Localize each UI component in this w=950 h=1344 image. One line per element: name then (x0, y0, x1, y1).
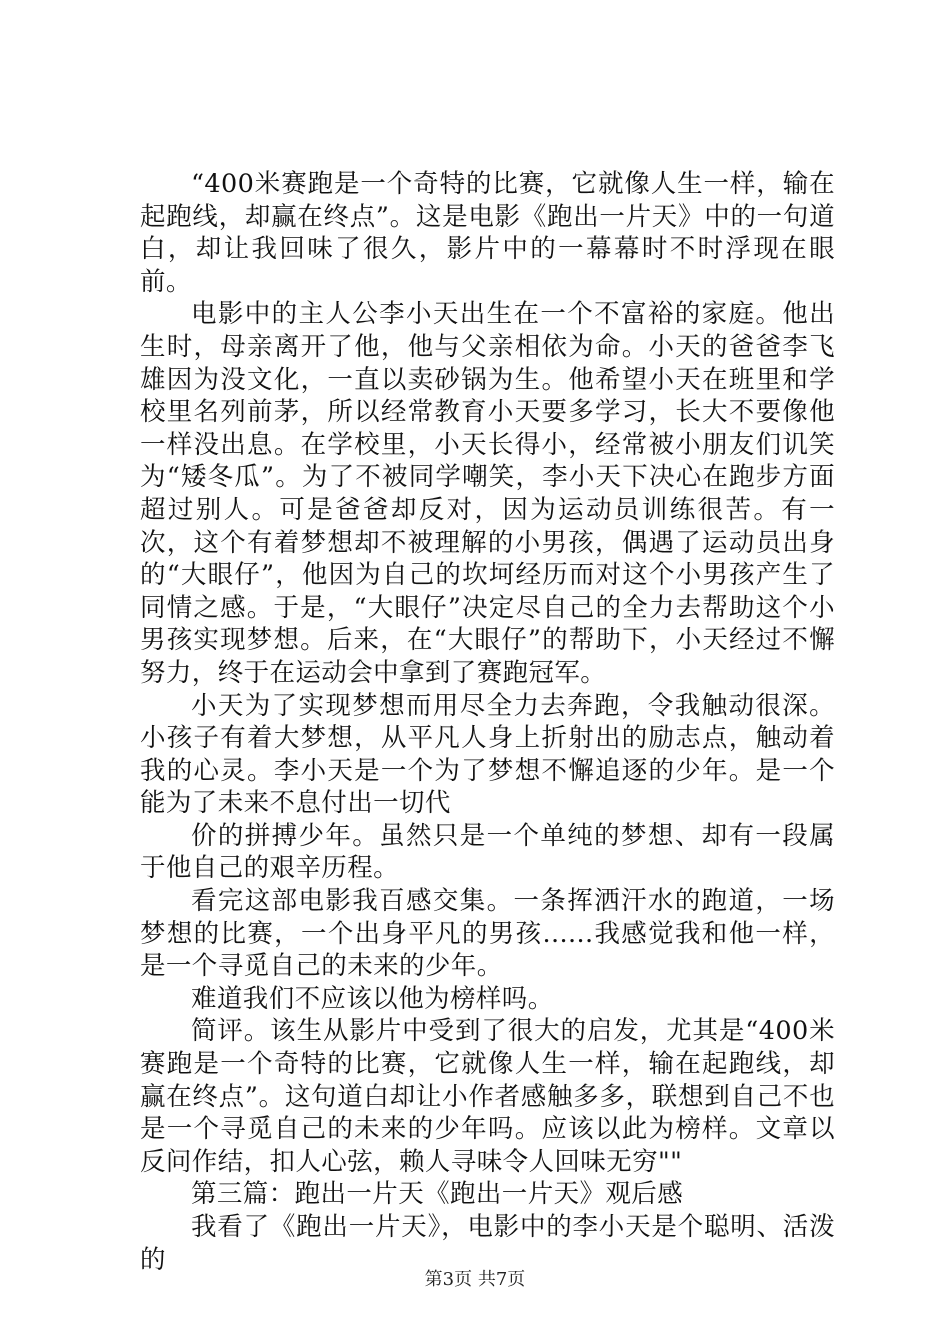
paragraph-feelings: 看完这部电影我百感交集。一条挥洒汗水的跑道，一场梦想的比赛，一个出身平凡的男孩......我感觉我和他一样，是一个寻觅自己的未来的少年。 (140, 886, 835, 982)
paragraph-reflection: 小天为了实现梦想而用尽全力去奔跑，令我触动很深。小孩子有着大梦想，从平凡人身上折射出的励志点，触动着我的心灵。李小天是一个为了梦想不懈追逐的少年。是一个能为了未来不息付出一切代 (140, 690, 835, 819)
document-body (140, 168, 835, 1276)
paragraph-reflection-continued: 价的拼搏少年。虽然只是一个单纯的梦想、却有一段属于他自己的艰辛历程。 (140, 820, 835, 884)
paragraph-plot-summary: 电影中的主人公李小天出生在一个不富裕的家庭。他出生时，母亲离开了他，他与父亲相依为命。小天的爸爸李飞雄因为没文化，一直以卖砂锅为生。他希望小天在班里和学校里名列前茅，所以经常教育小天要多学习，长大不要像他一样没出息。在学校里，小天长得小，经常被小朋友们讥笑为“矮冬瓜”。为了不被同学嘲笑，李小天下决心在跑步方面超过别人。可是爸爸却反对，因为运动员训练很苦。有一次，这个有着梦想却不被理解的小男孩，偶遇了运动员出身的“大眼仔”，他因为自己的坎坷经历而对这个小男孩产生了同情之感。于是，“大眼仔”决定尽自己的全力去帮助这个小男孩实现梦想。后来，在“大眼仔”的帮助下，小天经过不懈努力，终于在运动会中拿到了赛跑冠军。 (140, 299, 835, 688)
paragraph-section-start: 我看了《跑出一片天》，电影中的李小天是个聪明、活泼的 (140, 1212, 835, 1275)
paragraph-question: 难道我们不应该以他为榜样吗。 (191, 983, 554, 1014)
paragraph-review: 简评。该生从影片中受到了很大的启发，尤其是“400米赛跑是一个奇特的比赛，它就像人生一样，输在起跑线，却赢在终点”。这句道白却让小作者感触多多，联想到自己不也是一个寻觅自己的未来的少年吗。应该以此为榜样。文章以反问作结，扣人心弦，赖人寻味令人回味无穷"" (140, 1016, 835, 1177)
paragraph-opening-quote: “400米赛跑是一个奇特的比赛，它就像人生一样，输在起跑线，却赢在终点”。这是电影《跑出一片天》中的一句道白，却让我回味了很久，影片中的一幕幕时不时浮现在眼前。 (140, 169, 835, 297)
page-footer: 第3页 共7页 (424, 1269, 526, 1290)
section-heading: 第三篇：跑出一片天《跑出一片天》观后感 (191, 1179, 684, 1210)
